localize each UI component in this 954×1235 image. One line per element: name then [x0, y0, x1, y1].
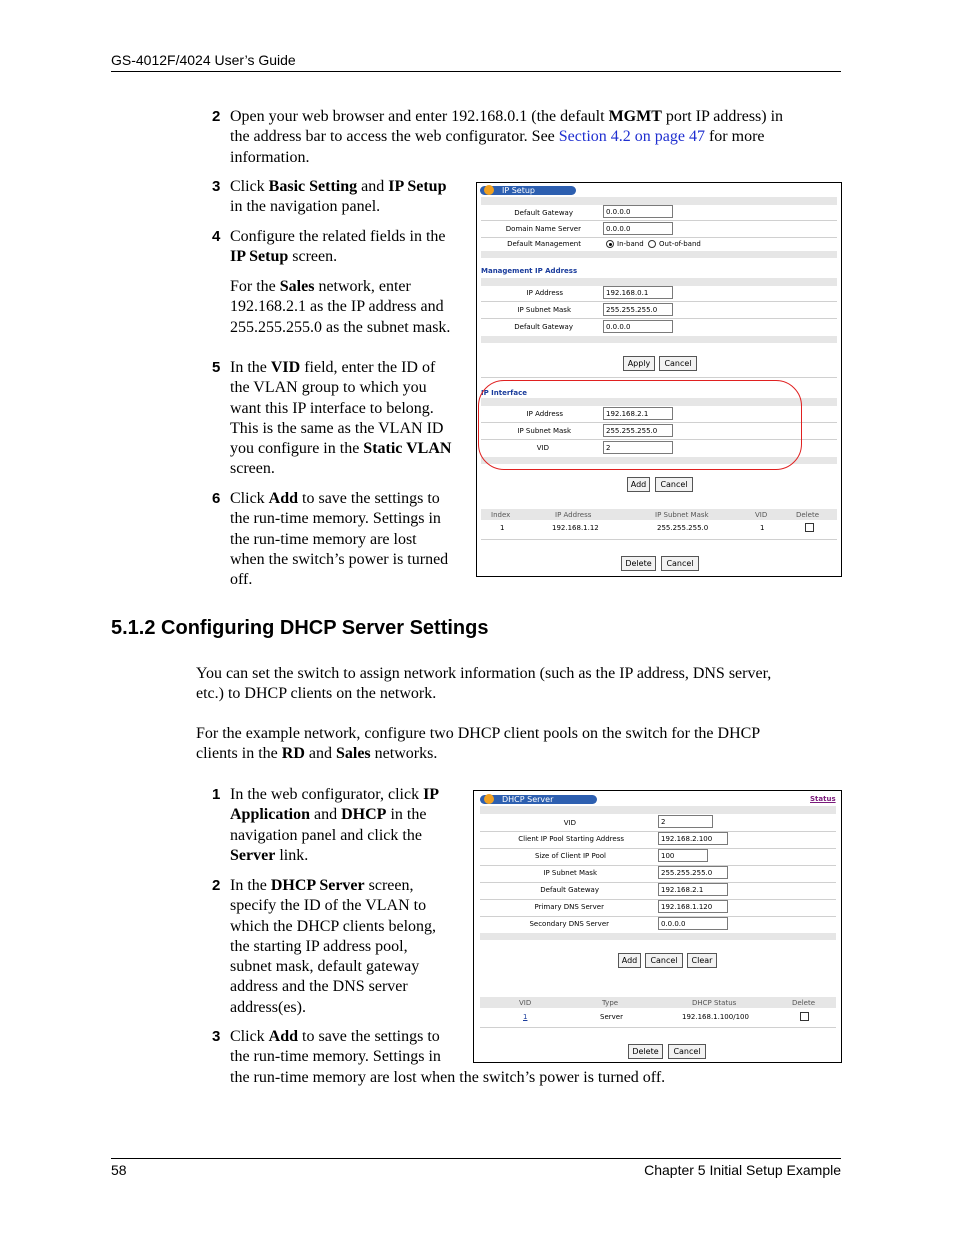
step-5-text: In the VID field, enter the ID of the VLAN group to which you want this IP interface to belong. This is the same as the VLAN ID you configure in the Static VLAN screen. — [230, 359, 452, 478]
vid-link[interactable]: 1 — [523, 1013, 528, 1021]
step-6-text: Click Add to save the settings to the run-time memory. Settings in the run-time memory are lost when the switch’s power is turned off. — [230, 490, 449, 589]
highlight-ring — [478, 380, 802, 470]
step-number: 4 — [212, 228, 221, 245]
mgmt-ip-field[interactable]: 192.168.0.1 — [603, 286, 673, 299]
intro-paragraph: You can set the switch to assign network information (such as the IP address, DNS server, etc.) to DHCP clients on the network. — [196, 665, 772, 703]
dhcp-vid-label: VID — [563, 819, 576, 827]
inband-label: In-band — [617, 240, 644, 248]
table-cell: 1 — [760, 524, 765, 532]
inband-radio[interactable] — [606, 240, 614, 248]
dns-label: Domain Name Server — [505, 225, 581, 233]
if-ip-field[interactable]: 192.168.2.1 — [603, 407, 673, 420]
pool-start-label: Client IP Pool Starting Address — [518, 835, 624, 843]
dhcp-step-3-text: Click Add to save the settings to the run-time memory. Settings in the run-time memory are lost when the switch’s power is turned off. — [230, 1028, 666, 1086]
chapter-title: Chapter 5 Initial Setup Example — [644, 1162, 841, 1178]
status-link[interactable]: Status — [810, 795, 836, 803]
outband-radio[interactable] — [648, 240, 656, 248]
col-vid: VID — [519, 999, 532, 1007]
header-rule — [111, 71, 841, 72]
pool-size-field[interactable]: 100 — [658, 849, 708, 862]
example-paragraph: For the example network, configure two DHCP client pools on the switch for the DHCP clients in the RD and Sales networks. — [196, 725, 761, 763]
col-index: Index — [491, 511, 511, 519]
col-ip-address: IP Address — [555, 511, 592, 519]
secondary-dns-field[interactable]: 0.0.0.0 — [658, 917, 728, 930]
pool-size-label: Size of Client IP Pool — [534, 852, 606, 860]
ip-setup-screenshot — [476, 182, 842, 577]
step-number: 3 — [212, 178, 221, 195]
dhcp-gateway-field[interactable]: 192.168.2.1 — [658, 883, 728, 896]
if-ip-label: IP Address — [526, 410, 563, 418]
primary-dns-field[interactable]: 192.168.1.120 — [658, 900, 728, 913]
cancel-button[interactable]: Cancel — [645, 953, 683, 968]
step-number: 5 — [212, 359, 221, 376]
step-4-note: For the Sales network, enter 192.168.2.1 as the IP address and 255.255.255.0 as the subnet mask. — [230, 278, 451, 336]
orb-icon — [484, 794, 494, 804]
step-number: 2 — [212, 108, 221, 125]
orb-icon — [484, 185, 494, 195]
dhcp-server-title: DHCP Server — [480, 795, 597, 804]
if-mask-field[interactable]: 255.255.255.0 — [603, 424, 673, 437]
mgmt-ip-label: IP Address — [526, 289, 563, 297]
gateway-label: Default Gateway — [514, 209, 573, 217]
delete-checkbox[interactable] — [800, 1012, 809, 1021]
mgmt-section-title: Management IP Address — [481, 267, 578, 275]
dns-field[interactable]: 0.0.0.0 — [603, 222, 673, 235]
table-cell: 255.255.255.0 — [657, 524, 709, 532]
step-4-text: Configure the related fields in the IP Setup screen. — [230, 228, 446, 266]
ip-interface-title: IP Interface — [481, 389, 527, 397]
add-button[interactable]: Add — [618, 953, 641, 968]
cancel-button[interactable]: Cancel — [668, 1044, 706, 1059]
dhcp-step-1-text: In the web configurator, click IP Application and DHCP in the navigation panel and click the Server link. — [230, 786, 440, 864]
dhcp-server-screenshot — [473, 790, 842, 1063]
secondary-dns-label: Secondary DNS Server — [529, 920, 609, 928]
primary-dns-label: Primary DNS Server — [534, 903, 604, 911]
cancel-button[interactable]: Cancel — [661, 556, 699, 571]
vid-field[interactable]: 2 — [603, 441, 673, 454]
col-type: Type — [602, 999, 619, 1007]
pool-start-field[interactable]: 192.168.2.100 — [658, 832, 728, 845]
mgmt-mask-label: IP Subnet Mask — [517, 306, 571, 314]
dhcp-gateway-label: Default Gateway — [540, 886, 599, 894]
step-number: 6 — [212, 490, 221, 507]
mgmt-gateway-label: Default Gateway — [514, 323, 573, 331]
delete-button[interactable]: Delete — [628, 1044, 663, 1059]
if-mask-label: IP Subnet Mask — [517, 427, 571, 435]
mgmt-mask-field[interactable]: 255.255.255.0 — [603, 303, 673, 316]
col-dhcp-status: DHCP Status — [692, 999, 737, 1007]
ip-setup-title: IP Setup — [480, 186, 576, 195]
table-cell: 192.168.1.12 — [552, 524, 599, 532]
clear-button[interactable]: Clear — [687, 953, 717, 968]
step-3-text: Click Basic Setting and IP Setup in the navigation panel. — [230, 178, 447, 216]
step-number: 2 — [212, 877, 221, 894]
section-link[interactable]: Section 4.2 on page 47 — [558, 128, 705, 146]
col-delete: Delete — [792, 999, 815, 1007]
dhcp-step-2-text: In the DHCP Server screen, specify the ID of the VLAN to which the DHCP clients belong, the starting IP address pool, subnet mask, default gateway address and the DNS server address(es). — [230, 877, 437, 1016]
table-cell: Server — [600, 1013, 623, 1021]
step-2-text: Open your web browser and enter 192.168.0.1 (the default MGMT port IP address) in the address bar to access the web configurator. See Section 4.2 on page 47 for more information. — [230, 108, 784, 166]
step-number: 3 — [212, 1028, 221, 1045]
table-cell: 192.168.1.100/100 — [682, 1013, 749, 1021]
cancel-button[interactable]: Cancel — [655, 477, 693, 492]
dhcp-mask-field[interactable]: 255.255.255.0 — [658, 866, 728, 879]
add-button[interactable]: Add — [627, 477, 650, 492]
footer-rule — [111, 1158, 841, 1159]
mgmt-label: Default Management — [507, 240, 581, 248]
step-number: 1 — [212, 786, 221, 803]
mgmt-gateway-field[interactable]: 0.0.0.0 — [603, 320, 673, 333]
delete-checkbox[interactable] — [805, 523, 814, 532]
delete-button[interactable]: Delete — [621, 556, 656, 571]
cancel-button[interactable]: Cancel — [659, 356, 697, 371]
col-delete: Delete — [796, 511, 819, 519]
gateway-field[interactable]: 0.0.0.0 — [603, 205, 673, 218]
running-header: GS-4012F/4024 User’s Guide — [111, 52, 296, 68]
apply-button[interactable]: Apply — [623, 356, 655, 371]
outband-label: Out-of-band — [659, 240, 701, 248]
col-subnet-mask: IP Subnet Mask — [655, 511, 709, 519]
vid-label: VID — [536, 444, 549, 452]
table-cell: 1 — [500, 524, 505, 532]
section-heading: 5.1.2 Configuring DHCP Server Settings — [111, 617, 489, 639]
page-number: 58 — [111, 1162, 127, 1178]
col-vid: VID — [755, 511, 768, 519]
dhcp-vid-field[interactable]: 2 — [658, 815, 713, 828]
dhcp-mask-label: IP Subnet Mask — [543, 869, 597, 877]
